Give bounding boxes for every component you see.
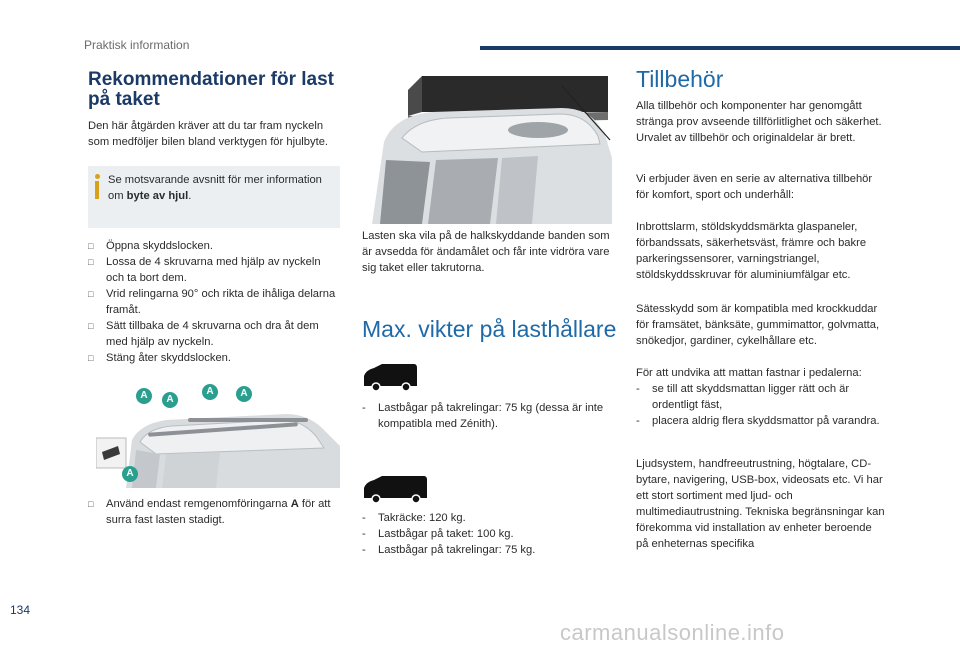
final-text-pre: Använd endast remgenomföringarna — [106, 498, 291, 510]
max-weights-title: Max. vikter på lasthållare — [362, 316, 617, 342]
final-instruction — [88, 496, 340, 528]
weight-text: Lastbågar på takrelingar: 75 kg (dessa är inte kompatibla med Zénith). — [378, 402, 604, 430]
info-icon — [94, 174, 100, 200]
marker-a: A — [162, 392, 178, 408]
marker-a: A — [122, 466, 138, 482]
roof-load-heading — [88, 70, 348, 110]
list-item — [88, 350, 340, 366]
dash-marker: - — [636, 383, 640, 395]
list-item — [362, 542, 612, 558]
step-text: Stäng åter skyddslocken. — [106, 352, 231, 364]
advice-text: se till att skyddsmattan ligger rätt och är ordentligt fäst, — [652, 383, 850, 411]
note-text — [108, 172, 333, 204]
note-bold: byte av hjul — [126, 190, 189, 202]
advice-text: placera aldrig flera skyddsmattor på varandra. — [652, 415, 880, 427]
steps-list — [88, 238, 340, 366]
step-text: Lossa de 4 skruvarna med hjälp av nyckeln och ta bort dem. — [106, 256, 321, 284]
list-item — [88, 238, 340, 254]
step-marker-icon: □ — [88, 241, 94, 251]
accessories-p6: Ljudsystem, handfreeutrustning, högtalare, CD-bytare, navigering, USB-box, videosats etc. Vi har ett stort sortiment med ljud- och multimediautrustning. Tekniska begränsningar kan förekomma vid installation av enheter beroende på enheternas specifika — [636, 458, 885, 550]
step-marker-icon: □ — [88, 321, 94, 331]
dash-marker: - — [362, 528, 366, 540]
heading-line-1: Rekommendationer för last — [88, 69, 334, 90]
list-item — [362, 400, 612, 432]
step-marker-icon: □ — [88, 499, 94, 509]
dash-marker: - — [362, 512, 366, 524]
van-long-icon — [362, 474, 428, 504]
step-marker-icon: □ — [88, 257, 94, 267]
roof-box-illustration — [362, 68, 612, 224]
final-bold: A — [290, 498, 299, 510]
dash-marker: - — [362, 402, 366, 414]
note-text-lead: Se motsvarande avsnitt för mer information om — [108, 174, 322, 202]
van-silhouette — [362, 474, 428, 504]
section-label: Praktisk information — [84, 38, 190, 52]
van-silhouette — [362, 362, 418, 392]
accessories-p4: Sätesskydd som är kompatibla med krockkuddar för framsätet, bänksäte, gummimattor, golvmatta, snökedjor, gardiner, cykelhållare etc. — [636, 303, 880, 347]
list-item — [362, 510, 612, 526]
load-caption: Lasten ska vila på de halkskyddande banden som är avsedda för ändamålet och får inte vidröra vare sig taket eller takrutorna. — [362, 230, 610, 274]
van-short-icon — [362, 362, 418, 392]
list-item — [88, 318, 340, 350]
weight-text: Lastbågar på takrelingar: 75 kg. — [378, 544, 536, 556]
final-text-post: för att surra fast lasten stadigt. — [106, 498, 331, 526]
weight-text: Takräcke: 120 kg. — [378, 512, 466, 524]
dash-marker: - — [636, 415, 640, 427]
list-item — [362, 526, 612, 542]
car-roof-box-drawing — [362, 68, 612, 224]
dash-marker: - — [362, 544, 366, 556]
step-text: Öppna skyddslocken. — [106, 240, 213, 252]
note-text-end: . — [188, 190, 192, 202]
step-marker-icon: □ — [88, 353, 94, 363]
roof-rail-illustration — [96, 380, 340, 488]
accessories-p1: Alla tillbehör och komponenter har genomgått stränga prov avseende tillförlitlighet och säkerhet. Urvalet av tillbehör och originaldelar är brett. — [636, 100, 882, 144]
step-marker-icon: □ — [88, 289, 94, 299]
header-bar — [480, 46, 960, 50]
list-item — [636, 381, 886, 413]
page-number: 134 — [10, 603, 31, 617]
accessories-p2: Vi erbjuder även en serie av alternativa tillbehör för komfort, sport och underhåll: — [636, 173, 873, 201]
list-item — [88, 496, 340, 528]
marker-a: A — [202, 384, 218, 400]
mat-advice-list — [636, 381, 886, 429]
weights-list-2 — [362, 510, 612, 558]
list-item — [88, 254, 340, 286]
list-item — [636, 413, 886, 429]
marker-a: A — [136, 388, 152, 404]
accessories-p3: Inbrottslarm, stöldskyddsmärkta glaspaneler, förbandssats, säkerhetsväst, främre och bakre parkeringssensorer, varningstriangel, stöldskyddsskruvar för aluminiumfälgar etc. — [636, 221, 867, 281]
list-item — [88, 286, 340, 318]
step-text: Vrid relingarna 90° och rikta de ihåliga delarna framåt. — [106, 288, 336, 316]
weight-text: Lastbågar på taket: 100 kg. — [378, 528, 514, 540]
accessories-title: Tillbehör — [636, 66, 724, 92]
marker-a: A — [236, 386, 252, 402]
intro-text: Den här åtgärden kräver att du tar fram nyckeln som medföljer bilen bland verktygen för hjulbyte. — [88, 120, 329, 148]
weights-list-1 — [362, 400, 612, 432]
heading-line-2: på taket — [88, 89, 160, 110]
accessories-p5: För att undvika att mattan fastnar i pedalerna: — [636, 367, 862, 379]
info-note — [88, 166, 340, 228]
watermark: carmanualsonline.info — [560, 620, 785, 645]
step-text: Sätt tillbaka de 4 skruvarna och dra åt dem med hjälp av nyckeln. — [106, 320, 319, 348]
